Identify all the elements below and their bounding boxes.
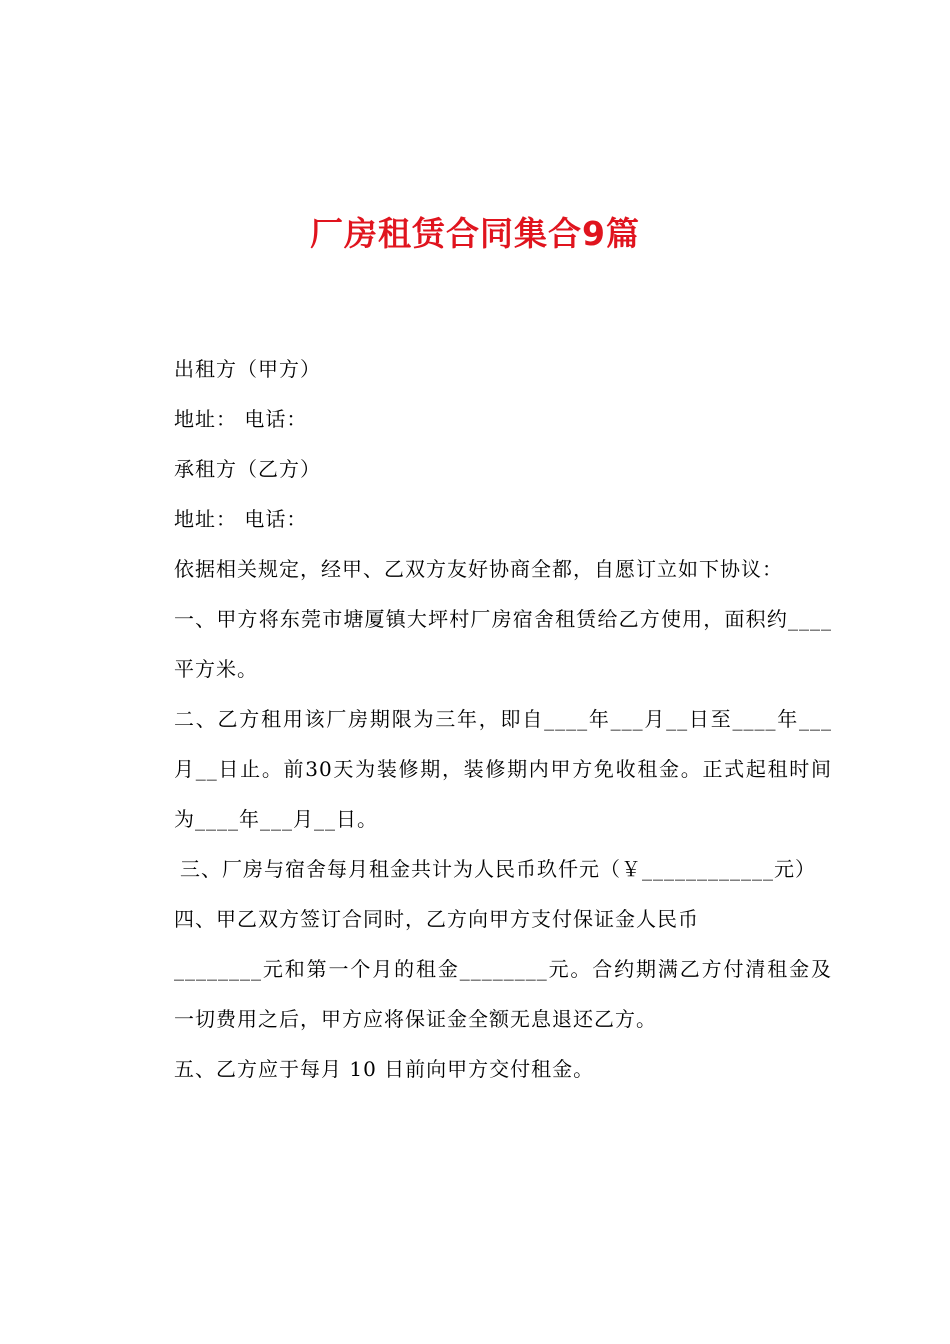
lessor-line: 出租方（甲方） [174, 357, 321, 381]
clause-2: 二、乙方租用该厂房期限为三年，即自____年___月__日至____年___月__日止。前30天为装修期，装修期内甲方免收租金。正式起租时间为____年___月__日。 [174, 707, 832, 831]
clause-1: 一、甲方将东莞市塘厦镇大坪村厂房宿舍租赁给乙方使用，面积约____平方米。 [174, 607, 832, 681]
lessor-contact-line: 地址： 电话： [174, 407, 308, 431]
lessee-contact-line: 地址： 电话： [174, 507, 308, 531]
document-body [128, 344, 832, 1094]
clause-5: 五、乙方应于每月 10 日前向甲方交付租金。 [174, 1057, 595, 1081]
document-title: 厂房租赁合同集合9篇 [310, 214, 640, 253]
intro-paragraph: 依据相关规定，经甲、乙双方友好协商全都，自愿订立如下协议： [174, 557, 783, 581]
lessee-line: 承租方（乙方） [174, 457, 321, 481]
clause-4-rest: ________元和第一个月的租金________元。合约期满乙方付清租金及一切费用之后，甲方应将保证金全额无息退还乙方。 [174, 957, 832, 1031]
clause-4-first-line: 四、甲乙双方签订合同时，乙方向甲方支付保证金人民币 [174, 907, 699, 931]
clause-3: 三、厂房与宿舍每月租金共计为人民币玖仟元（￥____________元） [180, 857, 816, 881]
